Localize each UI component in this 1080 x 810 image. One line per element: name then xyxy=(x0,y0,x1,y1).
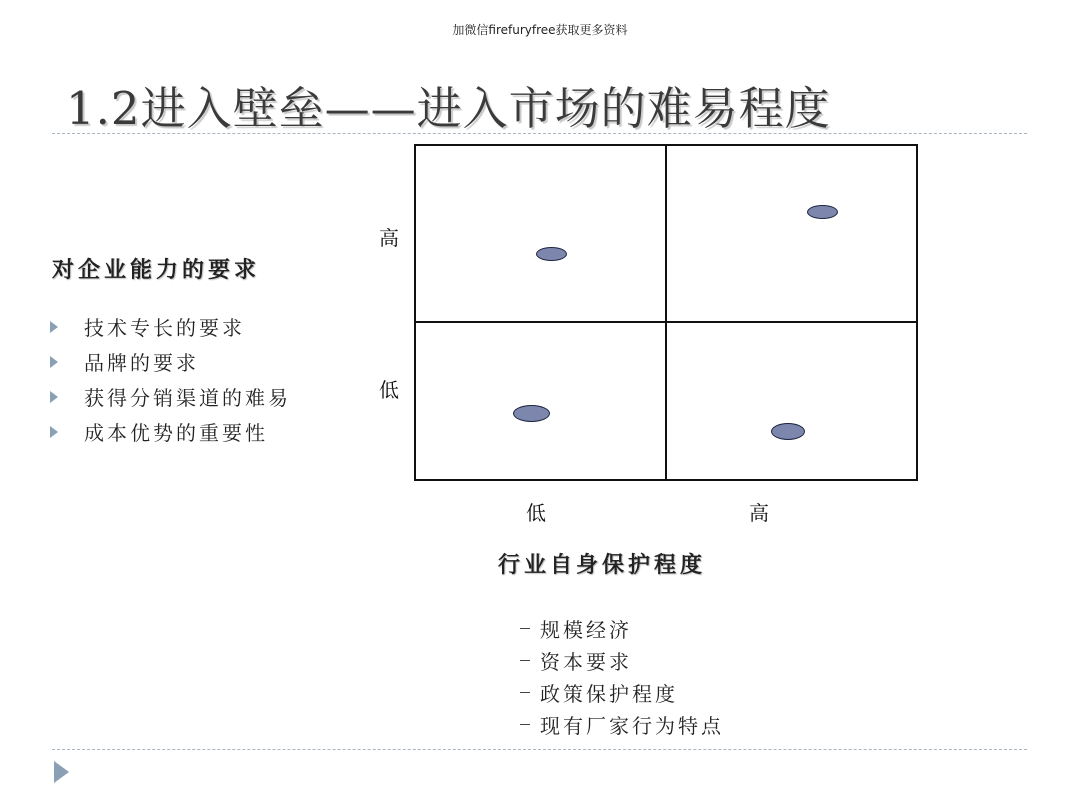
title-divider xyxy=(52,133,1027,134)
list-item-label: 规模经济 xyxy=(540,617,632,642)
list-item xyxy=(520,708,724,740)
matrix-point-bottom-left xyxy=(513,405,550,422)
y-axis-high-label: 高 xyxy=(379,226,399,250)
list-item xyxy=(520,612,724,644)
dash-bullet-icon xyxy=(520,724,530,725)
protection-factors-list xyxy=(520,612,724,740)
watermark-text: 加微信firefuryfree获取更多资料 xyxy=(452,23,628,37)
matrix-point-top-left xyxy=(536,247,567,261)
list-item xyxy=(50,309,291,344)
triangle-bullet-icon xyxy=(50,391,58,403)
list-item-label: 品牌的要求 xyxy=(84,351,199,375)
list-item-label: 成本优势的重要性 xyxy=(84,421,268,445)
barrier-matrix xyxy=(414,144,918,481)
x-axis-high-label: 高 xyxy=(749,501,769,525)
list-item xyxy=(50,414,291,449)
next-slide-arrow-icon[interactable] xyxy=(54,761,69,783)
triangle-bullet-icon xyxy=(50,426,58,438)
dash-bullet-icon xyxy=(520,628,530,629)
list-item-label: 资本要求 xyxy=(540,649,632,674)
list-item xyxy=(520,676,724,708)
triangle-bullet-icon xyxy=(50,356,58,368)
matrix-vertical-divider xyxy=(665,146,667,479)
matrix-point-top-right xyxy=(807,205,838,219)
list-item-label: 获得分销渠道的难易 xyxy=(84,386,291,410)
requirements-list xyxy=(50,309,291,449)
list-item xyxy=(50,344,291,379)
list-item-label: 政策保护程度 xyxy=(540,681,678,706)
dash-bullet-icon xyxy=(520,660,530,661)
list-item-label: 现有厂家行为特点 xyxy=(540,713,724,738)
x-axis-low-label: 低 xyxy=(526,501,546,525)
requirements-heading: 对企业能力的要求 xyxy=(52,257,261,283)
list-item xyxy=(50,379,291,414)
footer-divider xyxy=(52,749,1027,750)
matrix-point-bottom-right xyxy=(771,423,805,440)
list-item-label: 技术专长的要求 xyxy=(84,316,245,340)
x-axis-title: 行业自身保护程度 xyxy=(498,552,707,578)
matrix-horizontal-divider xyxy=(416,321,916,323)
list-item xyxy=(520,644,724,676)
slide-title: 1.2进入壁垒——进入市场的难易程度 xyxy=(66,82,831,135)
y-axis-low-label: 低 xyxy=(379,378,399,402)
dash-bullet-icon xyxy=(520,692,530,693)
triangle-bullet-icon xyxy=(50,321,58,333)
